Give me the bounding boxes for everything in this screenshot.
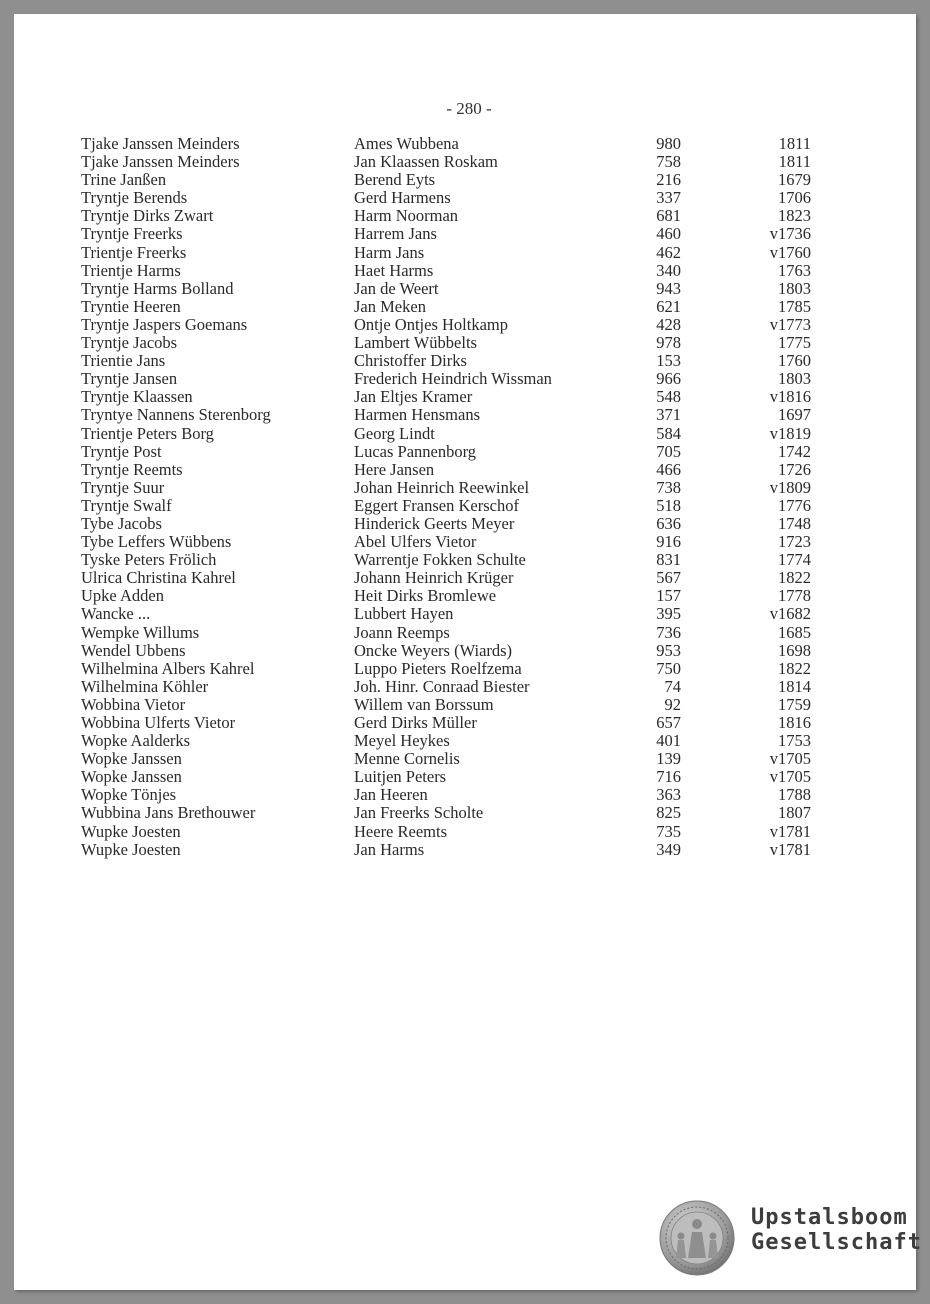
person-name: Wopke Aalderks [81,731,191,751]
entry-number: 978 [656,333,681,353]
entry-year: v1781 [769,821,811,841]
table-row [14,569,916,587]
table-row [14,153,916,171]
entry-number: 349 [656,839,681,859]
entry-number: 657 [656,713,681,732]
entry-year: 1822 [778,568,811,588]
seal-icon [659,1200,735,1276]
entry-number: 943 [656,278,681,298]
person-name: Tryntje Berends [81,188,188,208]
table-row [14,388,916,406]
entry-year: 1706 [778,188,811,208]
person-name: Wendel Ubbens [81,640,186,660]
spouse-name: Luppo Pieters Roelfzema [354,658,522,678]
entry-number: 518 [656,495,681,515]
spouse-name: Hinderick Geerts Meyer [354,513,515,533]
logo-line-1: Upstalsboom [751,1205,908,1230]
table-row [14,605,916,623]
entry-number: 831 [656,550,681,570]
spouse-name: Jan Klaassen Roskam [354,152,498,172]
entry-year: 1816 [778,713,811,732]
spouse-name: Jan Harms [354,839,425,859]
table-row [14,225,916,243]
table-row [14,823,916,841]
person-name: Tyske Peters Frölich [81,550,217,570]
spouse-name: Jan Meken [354,296,426,316]
entry-number: 567 [656,568,681,588]
entry-year: v1705 [769,767,811,787]
entry-year: 1679 [778,170,811,190]
entry-year: 1760 [778,351,811,371]
person-name: Trientje Peters Borg [81,423,214,443]
entry-number: 462 [656,242,681,262]
table-row [14,316,916,334]
table-row [14,515,916,533]
person-name: Tryntje Jansen [81,369,178,389]
person-name: Tryntje Jacobs [81,333,178,353]
entry-year: 1748 [778,513,811,533]
entry-year: 1807 [778,803,811,823]
table-row [14,587,916,605]
spouse-name: Georg Lindt [354,423,435,443]
spouse-name: Eggert Fransen Kerschof [354,495,519,515]
entry-number: 139 [656,749,681,769]
person-name: Tryntje Klaassen [81,387,193,407]
entry-number: 736 [656,622,681,642]
spouse-name: Lubbert Hayen [354,604,454,624]
table-row [14,298,916,316]
table-row [14,479,916,497]
table-row [14,425,916,443]
entry-year: 1814 [778,676,811,696]
person-name: Tryntje Freerks [81,224,183,244]
entry-number: 395 [656,604,681,624]
person-name: Trientje Harms [81,260,181,280]
table-row [14,370,916,388]
person-name: Wilhelmina Albers Kahrel [81,658,255,678]
entry-year: v1760 [769,242,811,262]
entry-year: v1705 [769,749,811,769]
entry-number: 636 [656,513,681,533]
entry-number: 705 [656,441,681,461]
entry-year: v1781 [769,839,811,859]
entry-year: 1803 [778,278,811,298]
person-name: Upke Adden [81,586,164,606]
spouse-name: Heit Dirks Bromlewe [354,586,497,606]
entry-number: 953 [656,640,681,660]
entry-year: 1726 [778,459,811,479]
entry-number: 916 [656,532,681,552]
spouse-name: Meyel Heykes [354,731,450,751]
entry-year: 1823 [778,206,811,226]
entry-year: 1822 [778,658,811,678]
spouse-name: Menne Cornelis [354,749,460,769]
document-page [14,14,922,1290]
entry-year: v1816 [769,387,811,407]
person-name: Tybe Jacobs [81,513,162,533]
person-name: Tryntje Post [81,441,162,461]
spouse-name: Warrentje Fokken Schulte [354,550,526,570]
person-name: Wopke Tönjes [81,785,177,805]
person-name: Tryntje Jaspers Goemans [81,314,248,334]
table-row [14,841,916,859]
table-row [14,244,916,262]
table-row [14,533,916,551]
person-name: Tryntye Nannens Sterenborg [81,405,271,425]
entry-year: v1736 [769,224,811,244]
entry-year: v1682 [769,604,811,624]
society-logo [659,1200,922,1280]
spouse-name: Willem van Borssum [354,694,494,714]
spouse-name: Johan Heinrich Reewinkel [354,477,530,497]
spouse-name: Gerd Dirks Müller [354,713,477,732]
spouse-name: Harrem Jans [354,224,437,244]
entry-number: 735 [656,821,681,841]
spouse-name: Luitjen Peters [354,767,447,787]
person-name: Tryntie Heeren [81,296,181,316]
table-row [14,352,916,370]
table-row [14,804,916,822]
entry-year: v1819 [769,423,811,443]
person-name: Wupke Joesten [81,821,181,841]
spouse-name: Abel Ulfers Vietor [354,532,477,552]
entry-year: 1811 [778,134,811,153]
entry-year: 1763 [778,260,811,280]
spouse-name: Joh. Hinr. Conraad Biester [354,676,530,696]
entry-year: 1778 [778,586,811,606]
entry-number: 584 [656,423,681,443]
person-name: Tybe Leffers Wübbens [81,532,232,552]
table-row [14,135,916,153]
entry-year: 1776 [778,495,811,515]
entry-number: 738 [656,477,681,497]
entry-year: 1775 [778,333,811,353]
person-name: Wempke Willums [81,622,200,642]
spouse-name: Harm Noorman [354,206,459,226]
person-name: Tjake Janssen Meinders [81,134,240,153]
spouse-name: Berend Eyts [354,170,436,190]
table-row [14,443,916,461]
page-number: - 280 - [446,99,492,118]
table-row [14,207,916,225]
entry-number: 758 [656,152,681,172]
spouse-name: Jan Freerks Scholte [354,803,484,823]
entry-number: 153 [656,351,681,371]
entry-number: 157 [656,586,681,606]
entry-number: 401 [656,731,681,751]
logo-line-2: Gesellschaft [751,1230,922,1255]
entry-year: 1697 [778,405,811,425]
entry-year: 1753 [778,731,811,751]
entry-number: 460 [656,224,681,244]
spouse-name: Harm Jans [354,242,425,262]
table-row [14,406,916,424]
table-row [14,262,916,280]
entry-year: 1774 [778,550,811,570]
table-row [14,642,916,660]
entry-year: 1742 [778,441,811,461]
person-name: Wopke Janssen [81,767,182,787]
entry-number: 466 [656,459,681,479]
entry-year: 1788 [778,785,811,805]
entry-number: 621 [656,296,681,316]
spouse-name: Here Jansen [354,459,435,479]
spouse-name: Harmen Hensmans [354,405,481,425]
person-name: Tryntje Swalf [81,495,172,515]
entry-number: 681 [656,206,681,226]
table-row [14,660,916,678]
spouse-name: Christoffer Dirks [354,351,467,371]
spouse-name: Heere Reemts [354,821,447,841]
entry-year: 1811 [778,152,811,172]
person-name: Tryntje Reemts [81,459,183,479]
spouse-name: Gerd Harmens [354,188,451,208]
entry-number: 750 [656,658,681,678]
person-name: Wancke ... [81,604,151,624]
table-row [14,497,916,515]
spouse-name: Lucas Pannenborg [354,441,477,461]
person-name: Trientje Freerks [81,242,187,262]
entry-number: 966 [656,369,681,389]
spouse-name: Lambert Wübbelts [354,333,477,353]
table-row [14,334,916,352]
table-row [14,786,916,804]
entry-number: 216 [656,170,681,190]
table-row [14,624,916,642]
register-list [14,135,916,859]
entry-number: 340 [656,260,681,280]
person-name: Wobbina Ulferts Vietor [81,713,236,732]
person-name: Wopke Janssen [81,749,182,769]
spouse-name: Frederich Heindrich Wissman [354,369,552,389]
entry-year: 1685 [778,622,811,642]
entry-year: 1785 [778,296,811,316]
spouse-name: Haet Harms [354,260,434,280]
person-name: Tjake Janssen Meinders [81,152,240,172]
person-name: Wupke Joesten [81,839,181,859]
spouse-name: Jan Eltjes Kramer [354,387,473,407]
table-row [14,732,916,750]
entry-number: 371 [656,405,681,425]
spouse-name: Joann Reemps [354,622,450,642]
table-row [14,280,916,298]
person-name: Wobbina Vietor [81,694,186,714]
entry-number: 548 [656,387,681,407]
table-row [14,171,916,189]
entry-year: 1759 [778,694,811,714]
spouse-name: Oncke Weyers (Wiards) [354,640,513,660]
spouse-name: Johann Heinrich Krüger [354,568,514,588]
table-row [14,678,916,696]
table-row [14,189,916,207]
table-row [14,768,916,786]
entry-year: v1809 [769,477,811,497]
entry-year: 1698 [778,640,811,660]
entry-year: v1773 [769,314,811,334]
spouse-name: Jan Heeren [354,785,428,805]
person-name: Tryntje Suur [81,477,165,497]
entry-number: 428 [656,314,681,334]
entry-number: 74 [664,676,681,696]
entry-number: 363 [656,785,681,805]
entry-year: 1803 [778,369,811,389]
entry-number: 716 [656,767,681,787]
entry-number: 980 [656,134,681,153]
table-row [14,461,916,479]
person-name: Trine Janßen [81,170,167,190]
person-name: Wilhelmina Köhler [81,676,209,696]
table-row [14,714,916,732]
table-row [14,696,916,714]
person-name: Tryntje Dirks Zwart [81,206,214,226]
person-name: Wubbina Jans Brethouwer [81,803,256,823]
entry-number: 337 [656,188,681,208]
person-name: Tryntje Harms Bolland [81,278,234,298]
spouse-name: Ames Wubbena [354,134,459,153]
entry-number: 92 [664,694,681,714]
person-name: Trientie Jans [81,351,166,371]
spouse-name: Jan de Weert [354,278,439,298]
table-row [14,750,916,768]
entry-year: 1723 [778,532,811,552]
person-name: Ulrica Christina Kahrel [81,568,236,588]
table-row [14,551,916,569]
entry-number: 825 [656,803,681,823]
spouse-name: Ontje Ontjes Holtkamp [354,314,508,334]
